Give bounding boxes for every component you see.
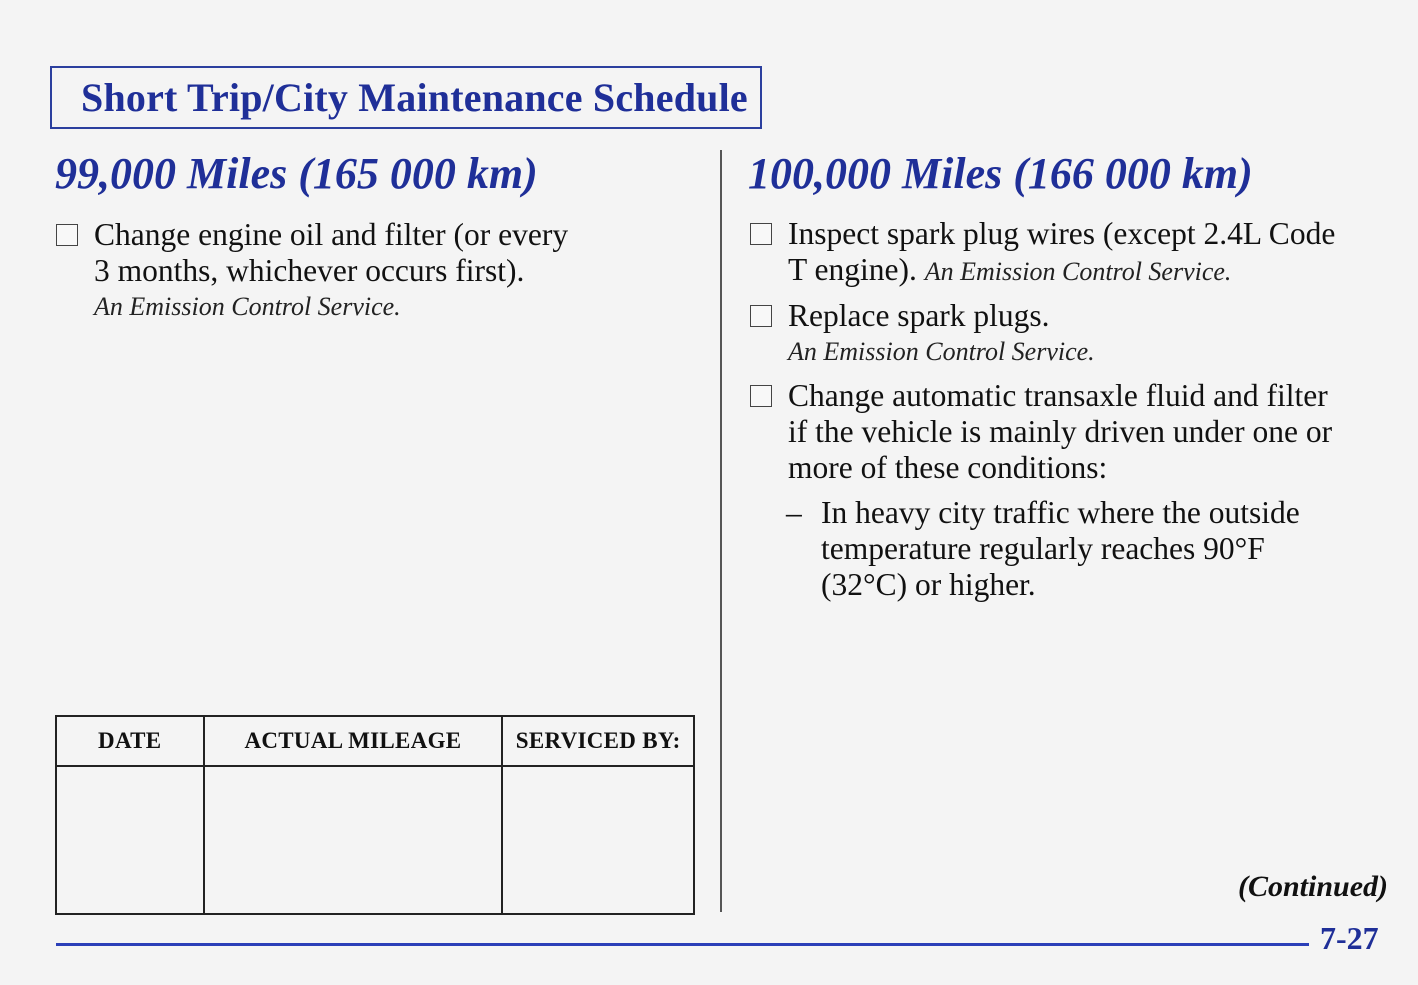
serviced-by-cell[interactable]	[502, 766, 694, 914]
checklist-item-transaxle-fluid	[750, 378, 1400, 486]
item-line: Replace spark plugs.	[788, 298, 1050, 333]
checklist-item-spark-plugs	[750, 298, 1400, 370]
checklist-item-spark-plug-wires	[750, 216, 1400, 290]
condition-line: In heavy city traffic where the outside	[821, 495, 1300, 530]
section-title: Short Trip/City Maintenance Schedule	[81, 75, 748, 120]
item-line: T engine).	[788, 252, 917, 287]
item-line: Change engine oil and filter (or every	[94, 217, 569, 252]
condition-line: temperature regularly reaches 90°F	[821, 531, 1265, 566]
emission-note: An Emission Control Service.	[94, 292, 401, 321]
checkbox[interactable]	[750, 385, 772, 407]
right-mileage-heading: 100,000 Miles (166 000 km)	[748, 149, 1253, 198]
column-divider	[720, 150, 722, 912]
table-row	[56, 766, 694, 914]
checkbox[interactable]	[56, 224, 78, 246]
item-line: more of these conditions:	[788, 450, 1108, 485]
checkbox[interactable]	[750, 223, 772, 245]
table-header-row	[56, 716, 694, 766]
checklist-item-change-oil	[56, 217, 696, 325]
continued-label: (Continued)	[1237, 870, 1388, 903]
page-number: 7-27	[1320, 920, 1379, 956]
serviced-by-header: SERVICED BY:	[502, 716, 694, 766]
emission-note: An Emission Control Service.	[788, 337, 1095, 366]
dash-bullet: –	[786, 495, 802, 530]
condition-item-heavy-traffic	[786, 495, 1386, 603]
date-cell[interactable]	[56, 766, 204, 914]
actual-mileage-cell[interactable]	[204, 766, 503, 914]
footer-rule	[56, 943, 1309, 946]
left-mileage-heading: 99,000 Miles (165 000 km)	[55, 149, 538, 198]
service-record-table	[55, 715, 695, 915]
actual-mileage-header: ACTUAL MILEAGE	[204, 716, 503, 766]
item-line: Inspect spark plug wires (except 2.4L Code	[788, 216, 1336, 251]
date-header: DATE	[56, 716, 204, 766]
section-title-box	[50, 66, 762, 129]
checkbox[interactable]	[750, 305, 772, 327]
emission-note: An Emission Control Service.	[924, 257, 1232, 286]
condition-line: (32°C) or higher.	[821, 567, 1036, 602]
item-line: 3 months, whichever occurs first).	[94, 253, 525, 288]
item-line: Change automatic transaxle fluid and filter	[788, 378, 1328, 413]
item-line: if the vehicle is mainly driven under one or	[788, 414, 1333, 449]
